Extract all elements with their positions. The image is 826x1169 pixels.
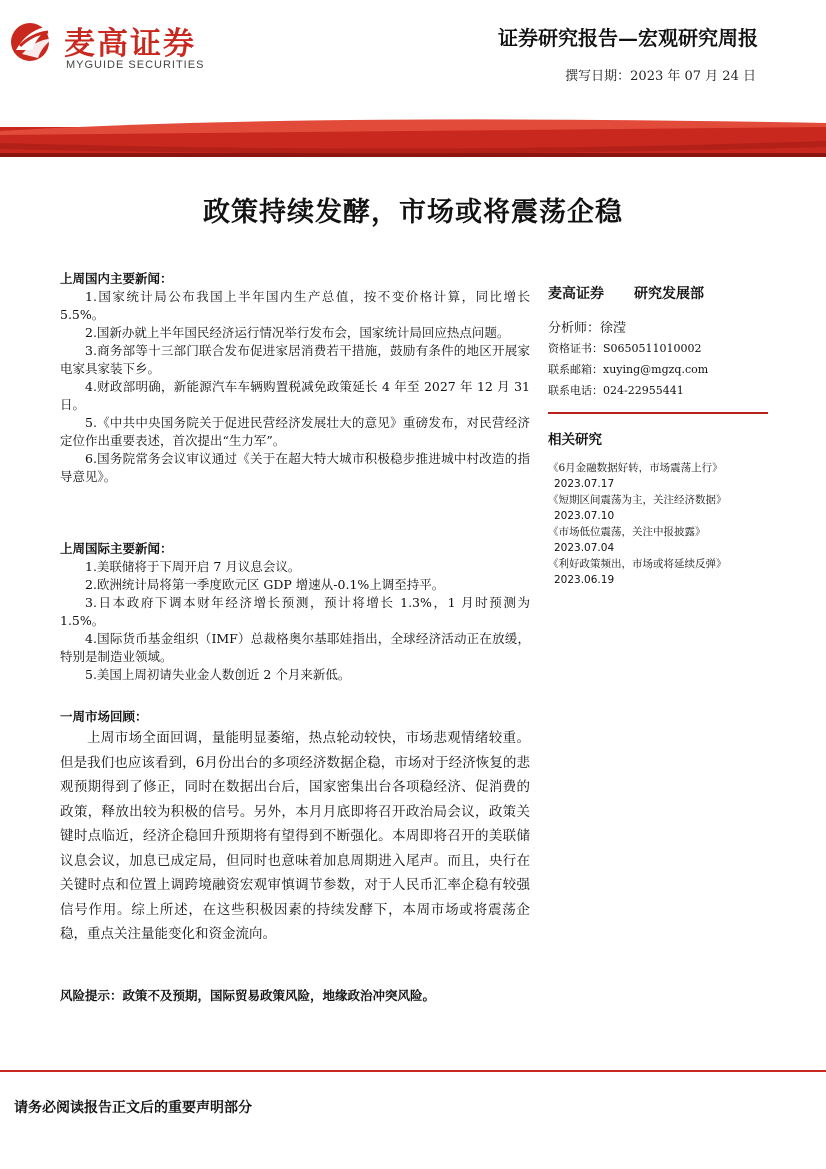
international-news-section: [60, 540, 530, 684]
analyst-contacts: [548, 338, 773, 401]
report-title: 政策持续发酵，市场或将震荡企稳: [203, 197, 623, 228]
certificate-number: 资格证书：S0650511010002: [548, 342, 702, 355]
international-news-item: 1.美联储将于下周开启 7 月议息会议。: [85, 559, 301, 574]
footer-divider: [0, 1070, 826, 1072]
market-review-body: 上周市场全面回调，量能明显萎缩，热点轮动较快，市场悲观情绪较重。但是我们也应该看到，6月份出台的多项经济数据企稳，市场对于经济恢复的悲观预期得到了修正，同时在数据出台后，国家密集出台各项稳经济、促消费的政策，释放出较为积极的信号。另外，本月月底即将召开政治局会议，政策关键时点临近，经济企稳回升预期将有望得到不断强化。本周即将召开的美联储议息会议，加息已成定局，但同时也意味着加息周期进入尾声。而且，央行在关键时点和位置上调跨境融资宏观审慎调节参数，对于人民币汇率企稳有较强信号作用。综上所述，在这些积极因素的持续发酵下，本周市场或将震荡企稳，重点关注量能变化和资金流向。: [60, 730, 530, 942]
sidebar-dept: 研究发展部: [634, 286, 704, 302]
logo-subtitle: MYGUIDE SECURITIES: [66, 59, 205, 71]
logo-text: 麦高证券: [64, 26, 196, 62]
related-report-link[interactable]: 《市场低位震荡，关注中报披露》: [548, 526, 706, 538]
related-report-link[interactable]: 《短期区间震荡为主，关注经济数据》: [548, 494, 727, 506]
myguide-logo-icon: [8, 20, 58, 64]
footer-disclaimer: 请务必阅读报告正文后的重要声明部分: [14, 1100, 252, 1116]
domestic-news-item: 5.《中共中央国务院关于促进民营经济发展壮大的意见》重磅发布，对民营经济定位作出重要表述，首次提出“生力军”。: [60, 415, 530, 448]
analyst-name: 分析师：徐滢: [548, 321, 627, 336]
international-news-item: 5.美国上周初请失业金人数创近 2 个月来新低。: [85, 667, 351, 682]
related-report-link[interactable]: 《利好政策频出，市场或将延续反弹》: [548, 558, 727, 570]
international-news-item: 4.国际货币基金组织（IMF）总裁格奥尔基耶娃指出，全球经济活动正在放缓，特别是制造业领域。: [60, 631, 530, 664]
related-report-date: 2023.07.04: [554, 542, 615, 554]
related-report-date: 2023.06.19: [554, 574, 615, 586]
market-review-section: [60, 708, 530, 947]
market-review-heading: 一周市场回顾：: [60, 709, 148, 724]
risk-warning: 风险提示：政策不及预期，国际贸易政策风险，地缘政治冲突风险。: [60, 988, 436, 1003]
international-news-item: 2.欧洲统计局将第一季度欧元区 GDP 增速从-0.1%上调至持平。: [85, 577, 445, 592]
contact-phone: 联系电话：024-22955441: [548, 384, 684, 397]
related-report-link[interactable]: 《6月金融数据好转，市场震荡上行》: [548, 462, 723, 474]
related-report-date: 2023.07.17: [554, 478, 615, 490]
international-news-item: 3.日本政府下调本财年经济增长预测，预计将增长 1.3%，1 月时预测为 1.5%。: [60, 595, 530, 628]
sidebar-org: [548, 283, 773, 303]
sidebar-divider: [548, 412, 768, 414]
domestic-news-heading: 上周国内主要新闻：: [60, 271, 173, 286]
domestic-news-section: [60, 270, 530, 486]
related-report-date: 2023.07.10: [554, 510, 615, 522]
domestic-news-item: 2.国新办就上半年国民经济运行情况举行发布会，国家统计局回应热点问题。: [85, 325, 510, 340]
domestic-news-item: 4.财政部明确，新能源汽车车辆购置税减免政策延长 4 年至 2027 年 12 月 31 日。: [60, 379, 530, 412]
header-banner: [0, 113, 826, 159]
international-news-heading: 上周国际主要新闻：: [60, 541, 173, 556]
contact-email[interactable]: 联系邮箱：xuying@mgzq.com: [548, 363, 709, 376]
sidebar-org-name: 麦高证券: [548, 286, 604, 302]
related-research-heading: 相关研究: [548, 432, 602, 448]
report-date: 撰写日期：2023 年 07 月 24 日: [565, 69, 756, 84]
related-research-list: [548, 460, 773, 588]
domestic-news-item: 6.国务院常务会议审议通过《关于在超大特大城市积极稳步推进城中村改造的指导意见》。: [60, 451, 530, 484]
domestic-news-item: 1.国家统计局公布我国上半年国内生产总值，按不变价格计算，同比增长 5.5%。: [60, 289, 530, 322]
report-type: 证券研究报告—宏观研究周报: [498, 26, 758, 50]
domestic-news-item: 3.商务部等十三部门联合发布促进家居消费若干措施，鼓励有条件的地区开展家电家具家装下乡。: [60, 343, 530, 376]
